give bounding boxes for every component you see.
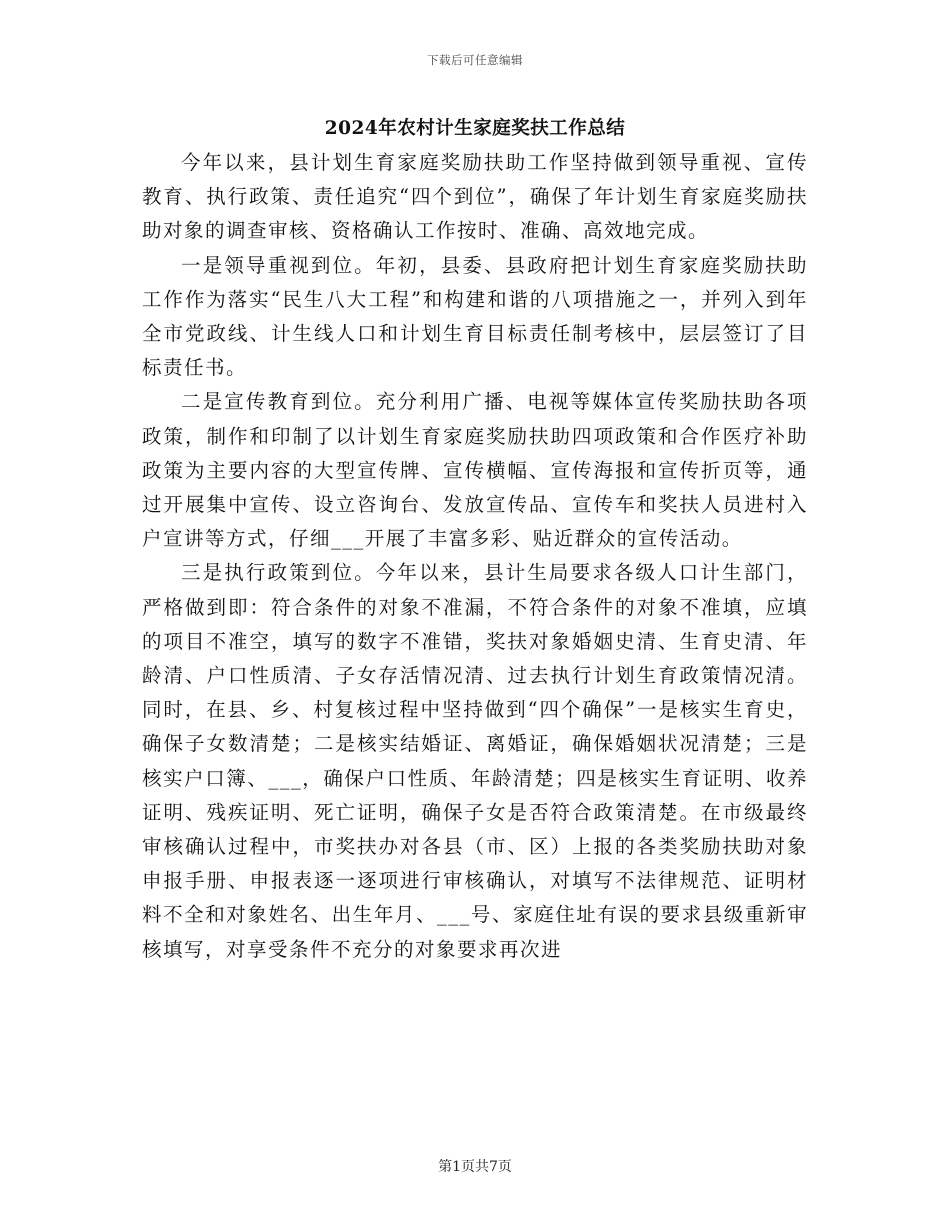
paragraph-leadership: 一是领导重视到位。年初，县委、县政府把计划生育家庭奖励扶助工作作为落实“民生八大工程”和构建和谐的八项措施之一，并列入到年全市党政线、计生线人口和计划生育目标责任制考核中，层层签订了目标责任书。 bbox=[142, 253, 808, 380]
document-title: 2024年农村计生家庭奖扶工作总结 bbox=[324, 118, 626, 139]
paragraph-policy: 三是执行政策到位。今年以来，县计生局要求各级人口计生部门，严格做到即：符合条件的对象不准漏，不符合条件的对象不准填，应填的项目不准空，填写的数字不准错，奖扶对象婚姻史清、生育史清、年龄清、户口性质清、子女存活情况清、过去执行计划生育政策情况清。同时，在县、乡、村复核过程中坚持做到“四个确保”一是核实生育史，确保子女数清楚；二是核实结婚证、离婚证，确保婚姻状况清楚；三是核实户口簿、___，确保户口性质、年龄清楚；四是核实生育证明、收养证明、残疾证明、死亡证明，确保子女是否符合政策清楚。在市级最终审核确认过程中，市奖扶办对各县（市、区）上报的各类奖励扶助对象申报手册、申报表逐一逐项进行审核确认，对填写不法律规范、证明材料不全和对象姓名、出生年月、___号、家庭住址有误的要求县级重新审核填写，对享受条件不充分的对象要求再次进 bbox=[142, 561, 808, 961]
paragraph-intro: 今年以来，县计划生育家庭奖励扶助工作坚持做到领导重视、宣传教育、执行政策、责任追究“四个到位”，确保了年计划生育家庭奖励扶助对象的调查审核、资格确认工作按时、准确、高效地完成。 bbox=[142, 151, 808, 243]
header-note: 下载后可任意编辑 bbox=[427, 53, 523, 67]
document-body bbox=[142, 146, 808, 967]
paragraph-publicity: 二是宣传教育到位。充分利用广播、电视等媒体宣传奖励扶助各项政策，制作和印制了以计划生育家庭奖励扶助四项政策和合作医疗补助政策为主要内容的大型宣传牌、宣传横幅、宣传海报和宣传折页等，通过开展集中宣传、设立咨询台、发放宣传品、宣传车和奖扶人员进村入户宣讲等方式，仔细___开展了丰富多彩、贴近群众的宣传活动。 bbox=[142, 390, 808, 551]
page-number: 第1页共7页 bbox=[438, 1159, 512, 1175]
